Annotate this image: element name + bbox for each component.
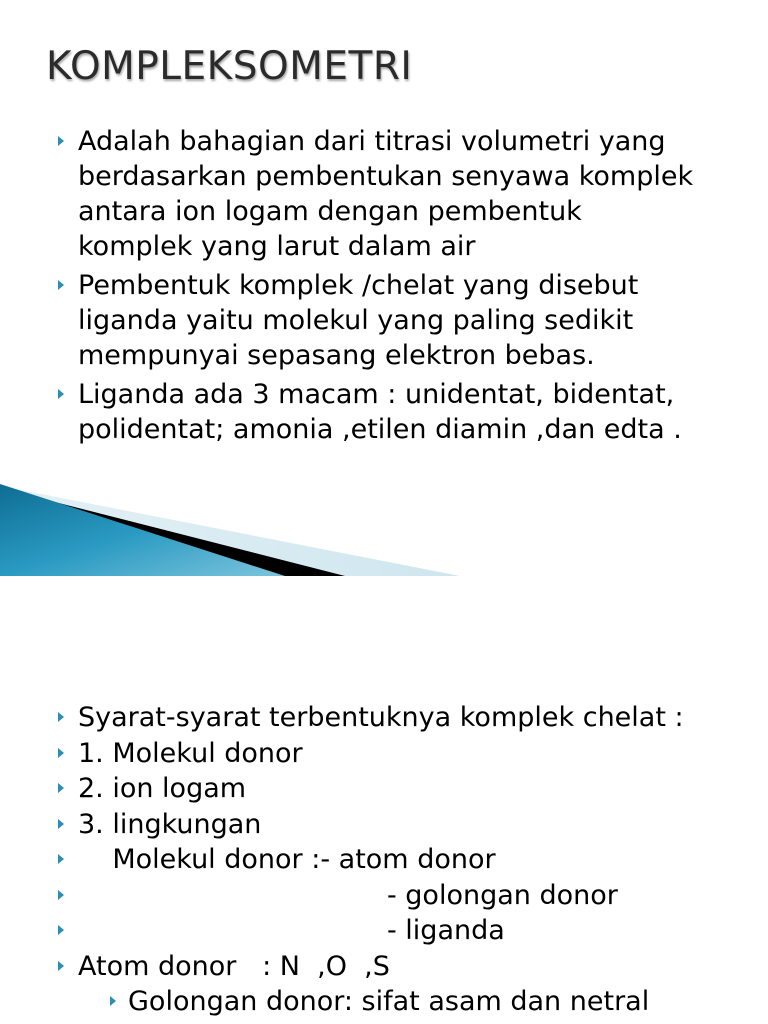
bullet-triangle-icon	[58, 389, 64, 399]
bullet-item	[0, 771, 768, 807]
bullet-line: Pembentuk komplek /chelat yang disebut	[78, 270, 639, 301]
bullet-line: antara ion logam dengan pembentuk	[78, 196, 582, 227]
bullet-triangle-icon	[58, 280, 64, 290]
bullet-item	[0, 807, 768, 843]
bullet-triangle-icon	[58, 748, 64, 758]
bullet-item	[0, 913, 768, 949]
blue-swoosh-decoration	[0, 480, 460, 576]
bullet-triangle-icon	[110, 996, 116, 1006]
bullet-line: komplek yang larut dalam air	[78, 231, 476, 262]
bullet-list	[0, 124, 768, 447]
slide-title: KOMPLEKSOMETRI	[46, 44, 413, 89]
bullet-item	[0, 842, 768, 878]
bullet-item	[0, 124, 768, 264]
bullet-line: Liganda ada 3 macam : unidentat, bidentat,	[78, 379, 675, 410]
bullet-line: berdasarkan pembentukan senyawa komplek	[78, 161, 694, 192]
bullet-text: 1. Molekul donor	[78, 737, 303, 769]
bullet-text: Molekul donor :- atom donor	[78, 844, 496, 875]
bullet-item	[0, 700, 768, 736]
bullet-text: 3. lingkungan	[78, 808, 262, 840]
bullet-triangle-icon	[58, 890, 64, 900]
sub-bullet-item	[0, 984, 768, 1020]
bullet-text: - liganda	[78, 915, 505, 946]
bullet-item	[0, 736, 768, 772]
bullet-line: mempunyai sepasang elektron bebas.	[78, 340, 595, 371]
bullet-text: Syarat-syarat terbentuknya komplek chelat :	[78, 702, 684, 733]
bullet-list	[0, 700, 768, 1020]
bullet-text: Atom donor : N ,O ,S	[78, 950, 390, 982]
bullet-line: liganda yaitu molekul yang paling sedikit	[78, 305, 634, 336]
bullet-triangle-icon	[58, 925, 64, 935]
bullet-item	[0, 949, 768, 985]
bullet-triangle-icon	[58, 136, 64, 146]
bullet-triangle-icon	[58, 961, 64, 971]
bullet-triangle-icon	[58, 783, 64, 793]
bullet-triangle-icon	[58, 712, 64, 722]
bullet-item	[0, 377, 768, 447]
slide-2	[0, 576, 768, 1024]
bullet-item	[0, 268, 768, 373]
bullet-line: Adalah bahagian dari titrasi volumetri yang	[78, 126, 666, 157]
sub-bullet-text: Golongan donor: sifat asam dan netral	[128, 986, 650, 1017]
bullet-item	[0, 878, 768, 914]
bullet-triangle-icon	[58, 819, 64, 829]
bullet-line: polidentat; amonia ,etilen diamin ,dan edta .	[78, 414, 682, 445]
bullet-text: - golongan donor	[78, 879, 618, 911]
bullet-text: 2. ion logam	[78, 773, 247, 804]
bullet-triangle-icon	[58, 854, 64, 864]
